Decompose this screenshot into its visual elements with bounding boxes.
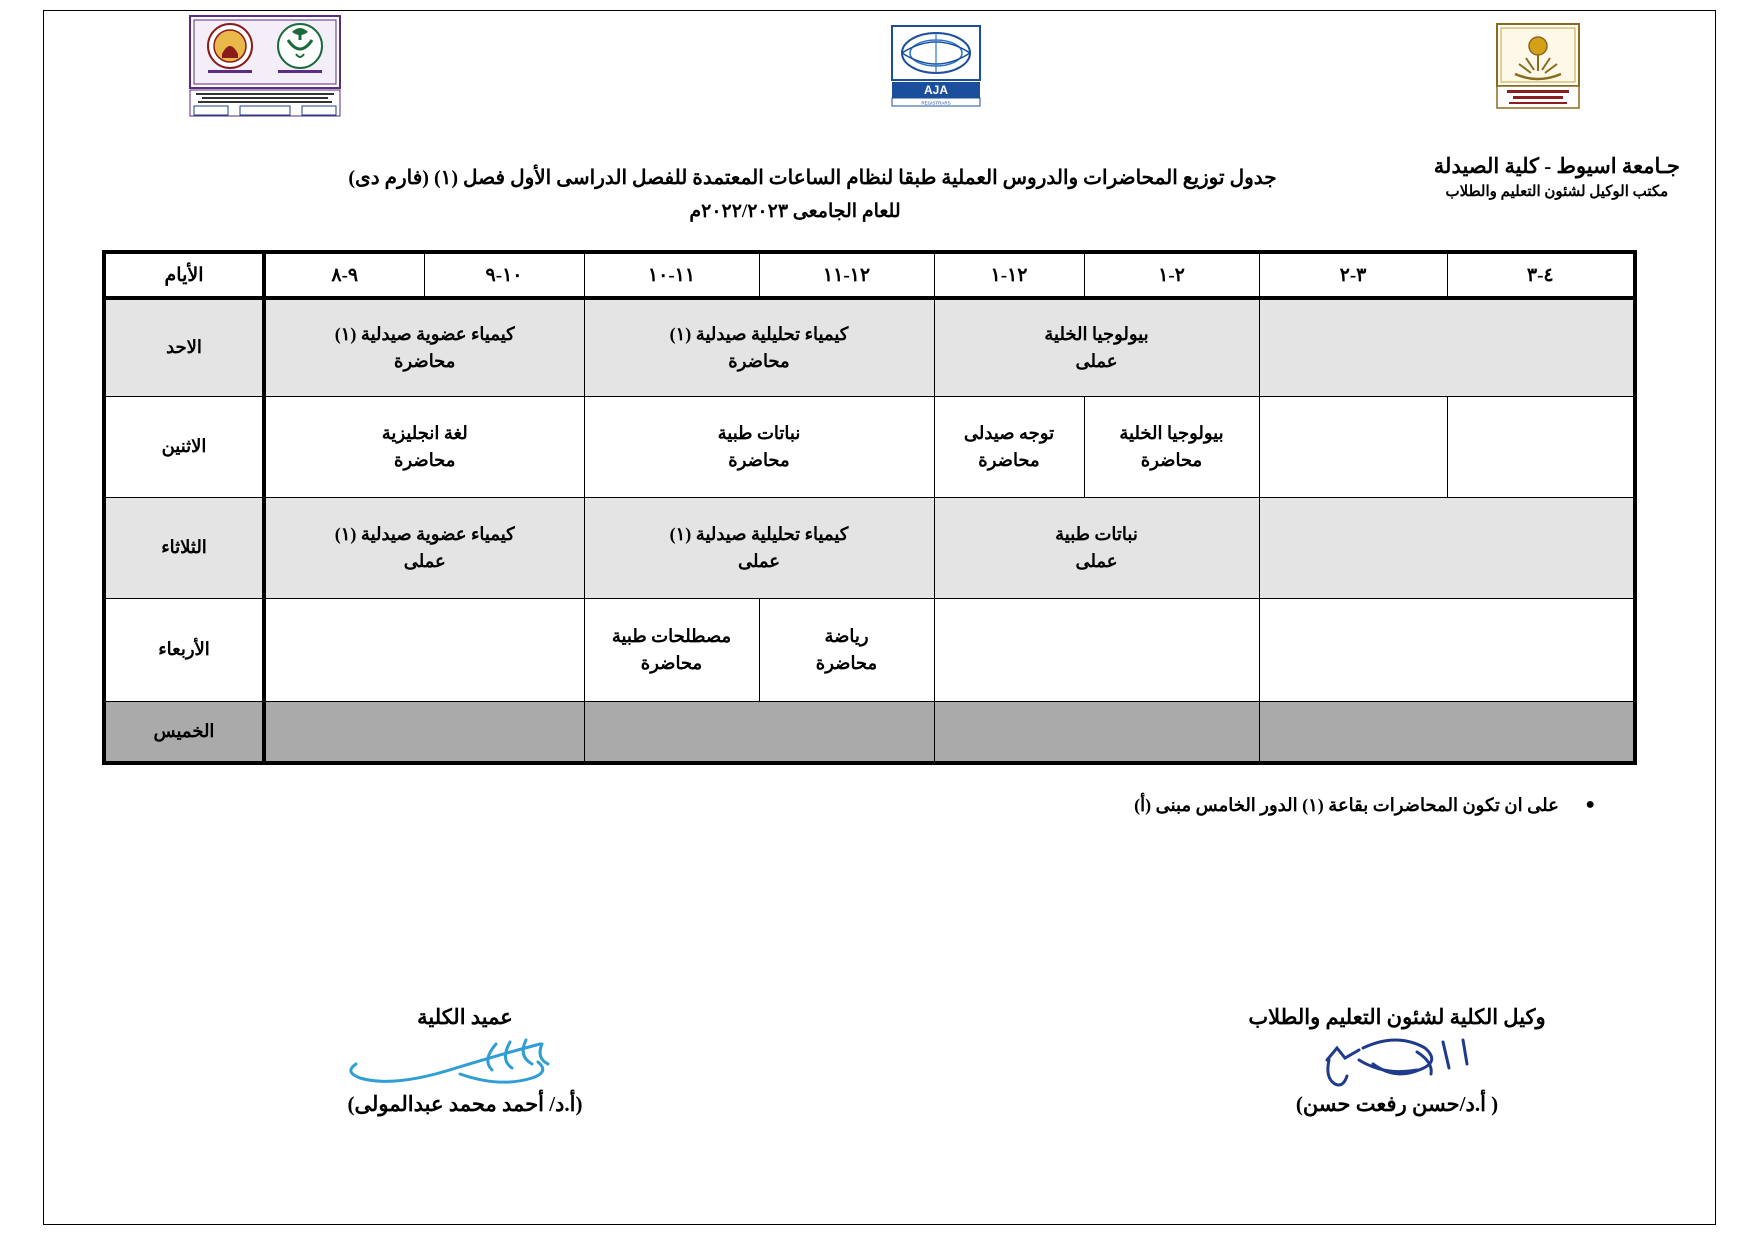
course-slot-cell (584, 497, 934, 598)
table-row (104, 298, 1635, 396)
course-slot-cell (934, 497, 1259, 598)
bullet-icon: ● (1585, 796, 1595, 813)
course-slot-cell (264, 497, 584, 598)
course-slot-cell (584, 598, 759, 701)
course-slot-cell (934, 396, 1084, 497)
session-type: محاضرة (394, 350, 456, 371)
title-line-2: للعام الجامعى ٢٠٢٢/٢٠٢٣م (689, 201, 901, 222)
course-slot-cell (934, 298, 1259, 396)
vice-dean-name: ( أ.د/حسن رفعت حسن) (1295, 1092, 1499, 1116)
empty-slot-cell (1259, 598, 1635, 701)
empty-slot-cell (264, 701, 584, 763)
course-slot-cell (264, 298, 584, 396)
schedule-table-wrapper (147, 250, 1637, 765)
course-slot-cell (584, 298, 934, 396)
footnote (1134, 795, 1595, 816)
footnote-text: على ان تكون المحاضرات بقاعة (١) الدور الخامس مبنى (أ) (1134, 795, 1559, 815)
course-name: رياضة (824, 625, 869, 646)
session-type: محاضرة (728, 350, 790, 371)
day-column-header: الأيام (104, 252, 264, 298)
day-name-cell: الاثنين (104, 396, 264, 497)
day-name-cell: الثلاثاء (104, 497, 264, 598)
dean-title: عميد الكلية (417, 1005, 513, 1029)
title-line-1: جدول توزيع المحاضرات والدروس العملية طبقا لنظام الساعات المعتمدة للفصل الدراسى الأول فصل (١) (فارم دى) (348, 167, 1277, 189)
session-type: عملى (1075, 350, 1118, 371)
course-slot-cell (264, 396, 584, 497)
empty-slot-cell (584, 701, 934, 763)
empty-slot-cell (1259, 701, 1635, 763)
empty-slot-cell (934, 598, 1259, 701)
empty-slot-cell (934, 701, 1259, 763)
empty-slot-cell (1447, 396, 1635, 497)
empty-slot-cell (1259, 298, 1635, 396)
course-slot-cell (1084, 396, 1259, 497)
day-name-cell: الأربعاء (104, 598, 264, 701)
dean-signature-mark (300, 1030, 630, 1092)
course-slot-cell (759, 598, 934, 701)
course-name: لغة انجليزية (381, 422, 468, 443)
time-slot-header-7: ٩-٨ (264, 252, 424, 298)
session-type: محاضرة (394, 449, 456, 470)
course-slot-cell (584, 396, 934, 497)
svg-text:REGISTRARS: REGISTRARS (921, 100, 951, 106)
vice-dean-title: وكيل الكلية لشئون التعليم والطلاب (1248, 1005, 1546, 1029)
table-row (104, 598, 1635, 701)
dean-name: (أ.د/ أحمد محمد عبدالمولى) (347, 1092, 583, 1116)
university-faculty-line: جـامعة اسيوط - كلية الصيدلة (1433, 154, 1680, 178)
course-name: توجه صيدلى (963, 422, 1055, 443)
table-row (104, 396, 1635, 497)
course-name: مصطلحات طبية (611, 625, 732, 646)
day-name-cell: الاحد (104, 298, 264, 396)
dean-signature-block (300, 1005, 630, 1117)
logo-row (43, 10, 1716, 125)
course-name: نباتات طبية (1055, 523, 1138, 544)
time-slot-header-4: ١٢-١١ (759, 252, 934, 298)
course-name: بيولوجيا الخلية (1119, 422, 1224, 443)
assiut-university-logo (1493, 22, 1583, 112)
time-slot-header-0: ٤-٣ (1447, 252, 1635, 298)
time-slot-header-5: ١١-١٠ (584, 252, 759, 298)
table-row (104, 701, 1635, 763)
assiut-university-pharmacy-logo (178, 14, 353, 119)
session-type: محاضرة (978, 449, 1040, 470)
document-title (0, 165, 1755, 223)
vice-dean-signature-mark (1187, 1030, 1607, 1092)
empty-slot-cell (1259, 396, 1447, 497)
course-name: بيولوجيا الخلية (1044, 323, 1149, 344)
vice-dean-signature-block (1187, 1005, 1607, 1117)
table-row (104, 497, 1635, 598)
schedule-table (102, 250, 1637, 765)
time-slot-header-2: ٢-١ (1084, 252, 1259, 298)
course-name: كيمياء عضوية صيدلية (١) (334, 523, 515, 544)
vice-dean-office-line: مكتب الوكيل لشئون التعليم والطلاب (1445, 184, 1669, 201)
empty-slot-cell (264, 598, 584, 701)
course-name: نباتات طبية (717, 422, 801, 443)
session-type: محاضرة (1140, 449, 1203, 470)
svg-text:AJA: AJA (923, 83, 949, 97)
course-name: كيمياء عضوية صيدلية (١) (334, 323, 515, 344)
aja-registrars-logo (886, 24, 986, 109)
session-type: عملى (403, 550, 446, 571)
session-type: عملى (737, 550, 781, 571)
session-type: محاضرة (815, 652, 878, 673)
time-slot-header-1: ٣-٢ (1259, 252, 1447, 298)
course-name: كيمياء تحليلية صيدلية (١) (669, 523, 849, 544)
time-slot-header-3: ١٢-١ (934, 252, 1084, 298)
table-body (104, 298, 1635, 763)
empty-slot-cell (1259, 497, 1635, 598)
session-type: عملى (1075, 550, 1118, 571)
session-type: محاضرة (640, 652, 703, 673)
time-slot-header-6: ١٠-٩ (424, 252, 584, 298)
course-name: كيمياء تحليلية صيدلية (١) (669, 323, 849, 344)
session-type: محاضرة (728, 449, 790, 470)
day-name-cell: الخميس (104, 701, 264, 763)
table-header-row (104, 252, 1635, 298)
